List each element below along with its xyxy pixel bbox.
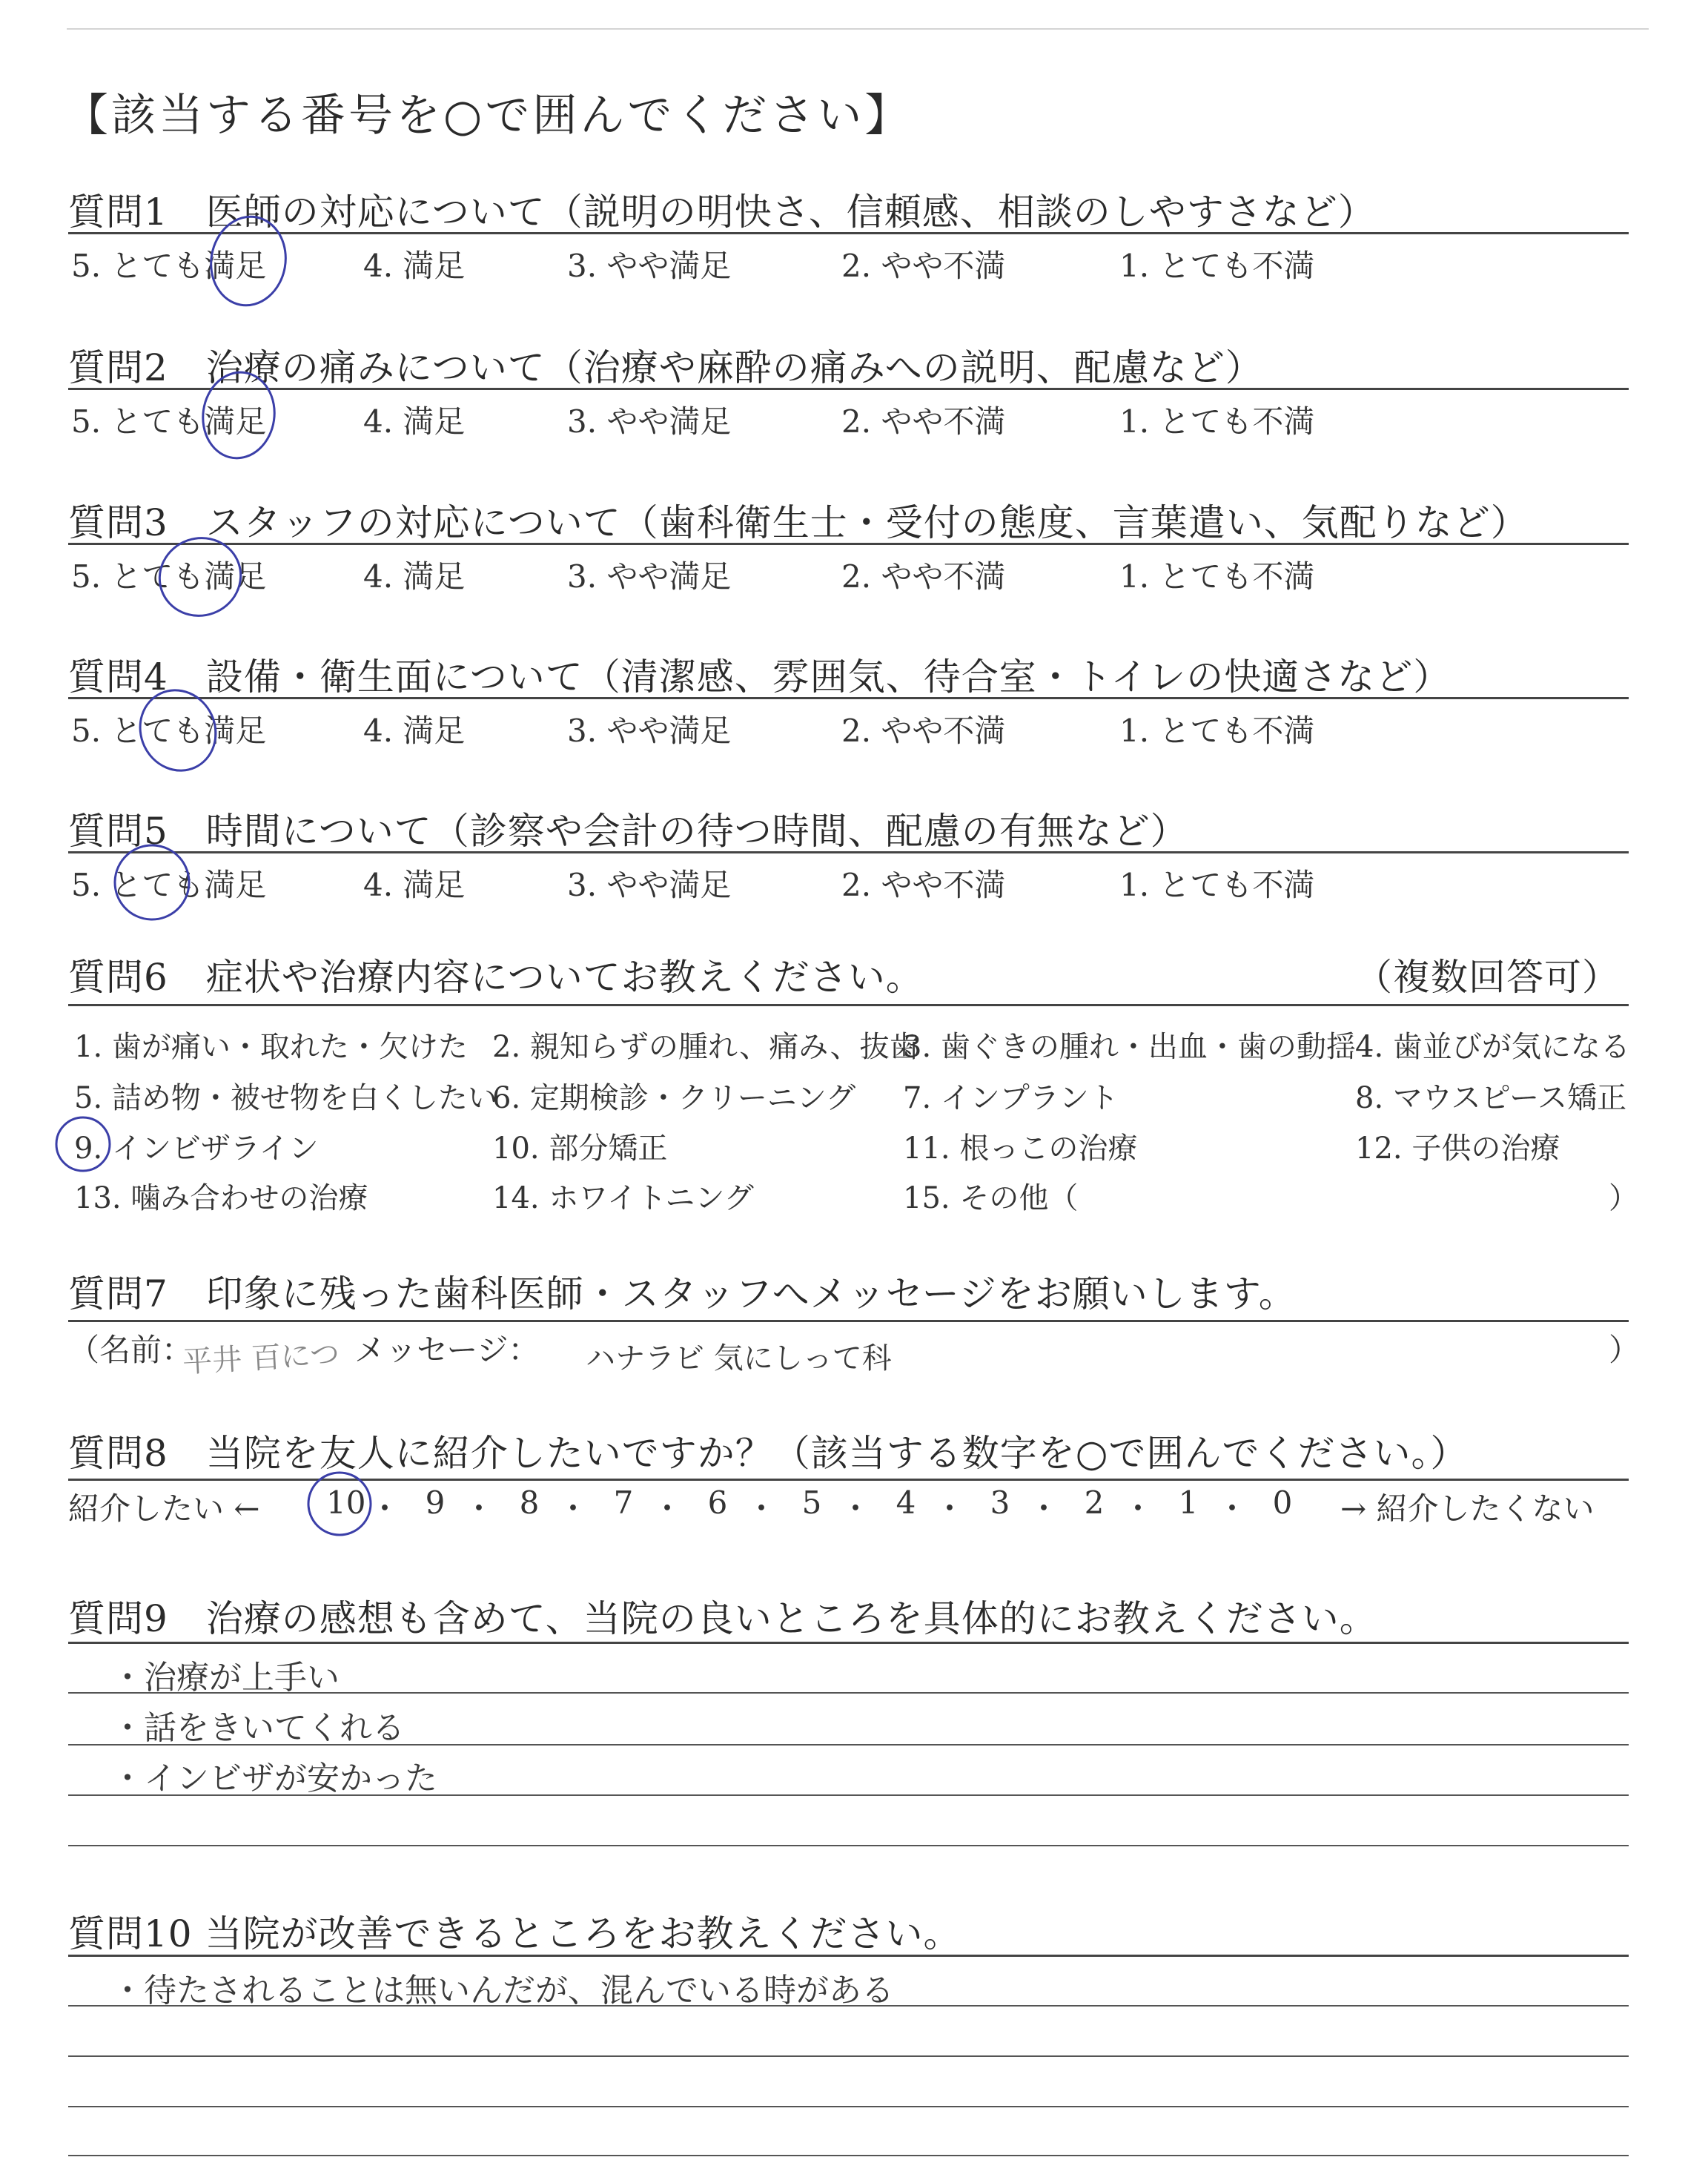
q5-choice-1[interactable]: 1. とても不満 [1119, 867, 1315, 903]
q8-separator: ・ [934, 1490, 966, 1527]
q4-heading: 質問4 設備・衛生面について（清潔感、雰囲気、待合室・トイレの快適さなど） [68, 655, 1452, 698]
q1-choice-2[interactable]: 2. やや不満 [841, 248, 1006, 284]
q6-option-11[interactable]: 11. 根っこの治療 [903, 1132, 1138, 1166]
q9-heading: 質問9 治療の感想も含めて、当院の良いところを具体的にお教えください。 [68, 1597, 1377, 1640]
q10-line-3 [68, 2055, 1629, 2057]
q6-multiple-answer-note: （複数回答可） [1355, 956, 1620, 999]
q7-message-label: メッセージ： [354, 1332, 540, 1368]
q8-separator: ・ [746, 1490, 778, 1527]
q8-scale-10[interactable]: 10 [326, 1484, 366, 1521]
q8-right-label: → 紹介したくない [1340, 1490, 1595, 1527]
q10-answer-line[interactable]: ・待たされることは無いんだが、混んでいる時がある [111, 1972, 894, 2009]
q6-option-7[interactable]: 7. インプラント [903, 1081, 1119, 1115]
q7-name-handwriting[interactable]: 平井 百につ [182, 1337, 341, 1380]
q8-rule [68, 1479, 1629, 1481]
q6-option-15[interactable]: 15. その他（ [903, 1181, 1079, 1215]
q3-heading: 質問3 スタッフの対応について（歯科衛生士・受付の態度、言葉遣い、気配りなど） [68, 501, 1529, 544]
q8-separator: ・ [369, 1490, 401, 1527]
q6-rule [68, 1004, 1629, 1006]
q8-scale-7[interactable]: 7 [613, 1484, 634, 1521]
q8-separator: ・ [557, 1490, 589, 1527]
q5-choice-4[interactable]: 4. 満足 [363, 867, 466, 903]
q1-heading: 質問1 医師の対応について（説明の明快さ、信頼感、相談のしやすさなど） [68, 191, 1376, 234]
q6-option-10[interactable]: 10. 部分矯正 [492, 1132, 668, 1166]
q1-choice-3[interactable]: 3. やや満足 [567, 248, 732, 284]
q2-choice-4[interactable]: 4. 満足 [363, 403, 466, 440]
q4-rule [68, 697, 1629, 699]
q6-option-12[interactable]: 12. 子供の治療 [1355, 1132, 1560, 1166]
q8-heading: 質問8 当院を友人に紹介したいですか？（該当する数字を○で囲んでください。） [68, 1432, 1469, 1475]
q9-line-5 [68, 1845, 1629, 1846]
q7-name-label: （名前： [68, 1332, 193, 1368]
q3-choice-4[interactable]: 4. 満足 [363, 558, 466, 595]
q8-separator: ・ [1028, 1490, 1060, 1527]
q5-choice-5[interactable]: 5. とても満足 [71, 867, 267, 903]
q3-choice-1[interactable]: 1. とても不満 [1119, 558, 1315, 595]
q5-rule [68, 851, 1629, 853]
q2-choice-2[interactable]: 2. やや不満 [841, 403, 1006, 440]
q4-choice-2[interactable]: 2. やや不満 [841, 713, 1006, 749]
q10-line-5 [68, 2155, 1629, 2156]
q6-option-9[interactable]: 9. インビザライン [74, 1132, 319, 1166]
q6-option-2[interactable]: 2. 親知らずの腫れ、痛み、抜歯 [492, 1030, 919, 1064]
q6-option-16[interactable]: ） [1609, 1181, 1638, 1215]
q8-scale-2[interactable]: 2 [1084, 1484, 1105, 1521]
q6-option-8[interactable]: 8. マウスピース矯正 [1355, 1081, 1627, 1115]
q8-separator: ・ [1217, 1490, 1248, 1527]
q5-heading: 質問5 時間について（診察や会計の待つ時間、配慮の有無など） [68, 810, 1188, 853]
q2-choice-5[interactable]: 5. とても満足 [71, 403, 267, 440]
q10-line-4 [68, 2106, 1629, 2107]
q3-rule [68, 543, 1629, 545]
q6-option-5[interactable]: 5. 詰め物・被せ物を白くしたい [74, 1081, 497, 1115]
q6-option-1[interactable]: 1. 歯が痛い・取れた・欠けた [74, 1030, 468, 1064]
page-title: 【該当する番号を○で囲んでください】 [64, 90, 913, 142]
q8-separator: ・ [840, 1490, 872, 1527]
q9-answer-line[interactable]: ・話をきいてくれる [111, 1709, 405, 1747]
q8-scale-5[interactable]: 5 [801, 1484, 822, 1521]
q4-choice-4[interactable]: 4. 満足 [363, 713, 466, 749]
q6-heading: 質問6 症状や治療内容についてお教えください。 [68, 956, 924, 999]
q2-choice-1[interactable]: 1. とても不満 [1119, 403, 1315, 440]
q8-separator: ・ [652, 1490, 683, 1527]
q4-choice-1[interactable]: 1. とても不満 [1119, 713, 1315, 749]
q3-choice-3[interactable]: 3. やや満足 [567, 558, 732, 595]
q8-scale-0[interactable]: 0 [1272, 1484, 1293, 1521]
q8-scale-1[interactable]: 1 [1178, 1484, 1199, 1521]
q8-scale-8[interactable]: 8 [519, 1484, 540, 1521]
q7-rule [68, 1320, 1629, 1322]
q4-choice-5[interactable]: 5. とても満足 [71, 713, 267, 749]
q7-message-handwriting[interactable]: ハナラビ 気にしって科 [586, 1341, 892, 1375]
q7-close-paren: ） [1609, 1332, 1641, 1368]
q8-scale-9[interactable]: 9 [425, 1484, 446, 1521]
q1-rule [68, 232, 1629, 234]
top-rule [67, 28, 1649, 30]
q9-answer-line[interactable]: ・インビザが安かった [111, 1760, 437, 1797]
q6-option-13[interactable]: 13. 噛み合わせの治療 [74, 1181, 368, 1215]
q3-choice-2[interactable]: 2. やや不満 [841, 558, 1006, 595]
q1-choice-5[interactable]: 5. とても満足 [71, 248, 267, 284]
q2-choice-3[interactable]: 3. やや満足 [567, 403, 732, 440]
q8-left-label: 紹介したい ← [68, 1490, 260, 1527]
q2-heading: 質問2 治療の痛みについて（治療や麻酔の痛みへの説明、配慮など） [68, 346, 1263, 389]
q3-choice-5[interactable]: 5. とても満足 [71, 558, 267, 595]
q10-rule [68, 1955, 1629, 1957]
q9-answer-line[interactable]: ・治療が上手い [111, 1659, 340, 1697]
q1-choice-1[interactable]: 1. とても不満 [1119, 248, 1315, 284]
q6-option-3[interactable]: 3. 歯ぐきの腫れ・出血・歯の動揺 [903, 1030, 1356, 1064]
q5-choice-2[interactable]: 2. やや不満 [841, 867, 1006, 903]
q6-option-14[interactable]: 14. ホワイトニング [492, 1181, 754, 1215]
q6-option-6[interactable]: 6. 定期検診・クリーニング [492, 1081, 856, 1115]
q8-scale-6[interactable]: 6 [707, 1484, 728, 1521]
q1-choice-4[interactable]: 4. 満足 [363, 248, 466, 284]
q8-separator: ・ [1122, 1490, 1154, 1527]
q8-scale-4[interactable]: 4 [896, 1484, 916, 1521]
q9-rule [68, 1642, 1629, 1644]
q2-rule [68, 388, 1629, 390]
q8-separator: ・ [463, 1490, 495, 1527]
q10-heading: 質問10 当院が改善できるところをお教えください。 [68, 1912, 961, 1955]
q4-choice-3[interactable]: 3. やや満足 [567, 713, 732, 749]
q8-scale-3[interactable]: 3 [990, 1484, 1010, 1521]
q5-choice-3[interactable]: 3. やや満足 [567, 867, 732, 903]
q6-option-4[interactable]: 4. 歯並びが気になる [1355, 1030, 1630, 1064]
q7-heading: 質問7 印象に残った歯科医師・スタッフへメッセージをお願いします。 [68, 1272, 1297, 1315]
